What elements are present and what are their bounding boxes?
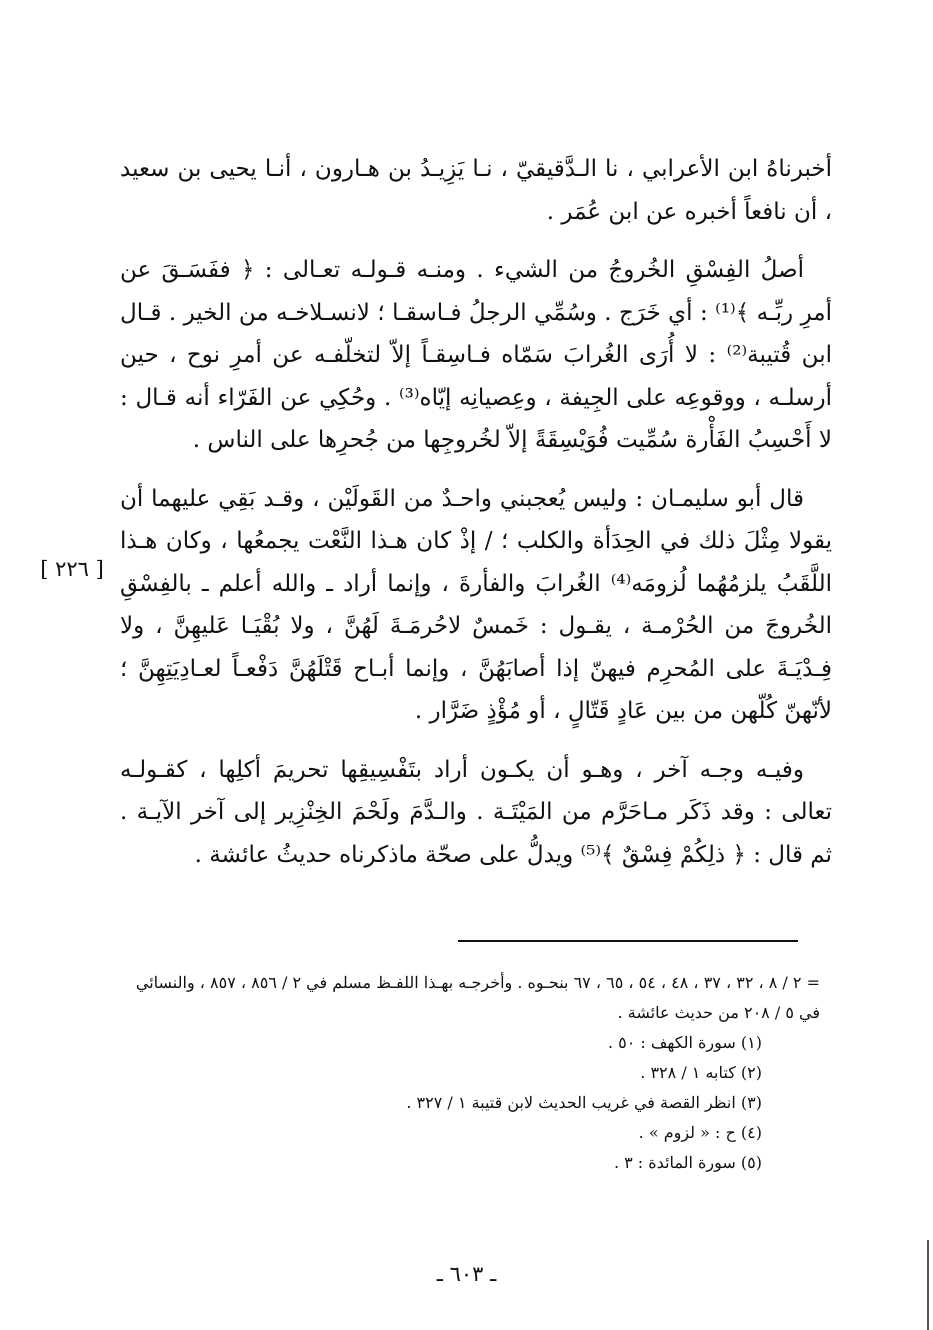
footnote-item: (١) سورة الكهف : ٥٠ . <box>607 1033 762 1052</box>
footnotes <box>130 968 820 1178</box>
footnote-separator <box>458 940 798 942</box>
scan-edge-line <box>927 1240 929 1330</box>
page-number: ـ ٦٠٣ ـ <box>436 1262 497 1286</box>
footnote-list <box>130 1028 820 1178</box>
footnote-item: (٣) انظر القصة في غريب الحديث لابن قتيبة ١ / ٣٢٧ . <box>406 1093 762 1112</box>
paragraph-4: وفيـه وجـه آخر ، وهـو أن يكـون أراد بتَفْسِيقِها تحريمَ أكلِها ، كقـولـه تعالى : وقد ذَكَر مـاحَرَّم من المَيْتَـة . والـدَّمَ ولَحْمَ الخِنْزِير إلى آخر الآيـة . ثم قال : ﴿ ذلِكُمْ فِسْقٌ ﴾⁽⁵⁾ ويدلُّ على صحّة ماذكرناه حديثُ عائشة . <box>120 756 832 868</box>
footnote-item: (٢) كتابه ١ / ٣٢٨ . <box>640 1063 762 1082</box>
footnote-item: (٥) سورة المائدة : ٣ . <box>613 1153 762 1172</box>
paragraph-3: قال أبو سليمـان : وليس يُعجبني واحـدٌ من القَولَيْن ، وقـد بَقِي عليهما أن يقولا مِثْلَ ذلك في الحِدَأة والكلب ؛ / إذْ كان هـذا النَّعْت يجمعُها ، وكان هـذا اللَّقَبُ يلزمُهُما لُزومَه⁽⁴⁾ الغُرابَ والفأرةَ ، وإنما أراد ـ والله أعلم ـ بالفِسْقِ الخُروجَ من الحُرْمـة ، يقـول : خَمسٌ لاحُرمَـةَ لَهُنَّ ، ولا بُقْيَـا عَليهِنَّ ، ولا فِـدْيَـةَ على المُحرِم فيهنّ إذا أصابَهُنَّ ، وإنما أبـاح قَتْلَهُنَّ دَفْعـاً لعـادِيَتِهِنَّ ؛ لأنّهنّ كُلّهن من بين عَادٍ قَتّالٍ ، أو مُؤْذٍ ضَرَّار . <box>120 485 833 724</box>
footnote-continuation: = ٢ / ٨ ، ٣٢ ، ٣٧ ، ٤٨ ، ٥٤ ، ٦٥ ، ٦٧ بنحـوه . وأخرجـه بهـذا اللفـظ مسلم في ٢ / ٨٥٦ ، ٨٥٧ ، والنسائي في ٥ / ٢٠٨ من حديث عائشة . <box>135 973 820 1022</box>
manuscript-folio-reference: [ ٢٢٦ ] <box>40 557 104 581</box>
footnote-item: (٤) ح : « لزوم » . <box>638 1123 762 1142</box>
paragraph-2: أصلُ الفِسْقِ الخُروجُ من الشيء . ومنـه قـولـه تعـالى : ﴿ ففَسَـقَ عن أمرِ ربِّـه ﴾⁽¹⁾ : أي خَرَج . وسُمِّي الرجلُ فـاسقـا ؛ لانسـلاخـه من الخير . قـال ابن قُتيبة⁽²⁾ : لا أُرَى الغُرابَ سَمّاه فـاسِقـاً إلاّ لتخلّفـه عن أمرِ نوح ، حين أرسلـه ، ووقوعِه على الجِيفة ، وعِصيانِه إيّاه⁽³⁾ . وحُكِي عن الفَرّاء أنه قـال : لا أَحْسِبُ الفَأْرة سُمِّيت فُوَيْسِقَةً إلاّ لخُروجِها من جُحرِها على الناس . <box>120 257 832 453</box>
main-text <box>120 148 832 892</box>
paragraph-1: أخبرناهُ ابن الأعرابي ، نا الـدَّقيقيّ ، نـا يَزِيـدُ بن هـارون ، أنـا يحيى بن سعيد ، أن نافعاً أخبره عن ابن عُمَر . <box>120 156 832 225</box>
